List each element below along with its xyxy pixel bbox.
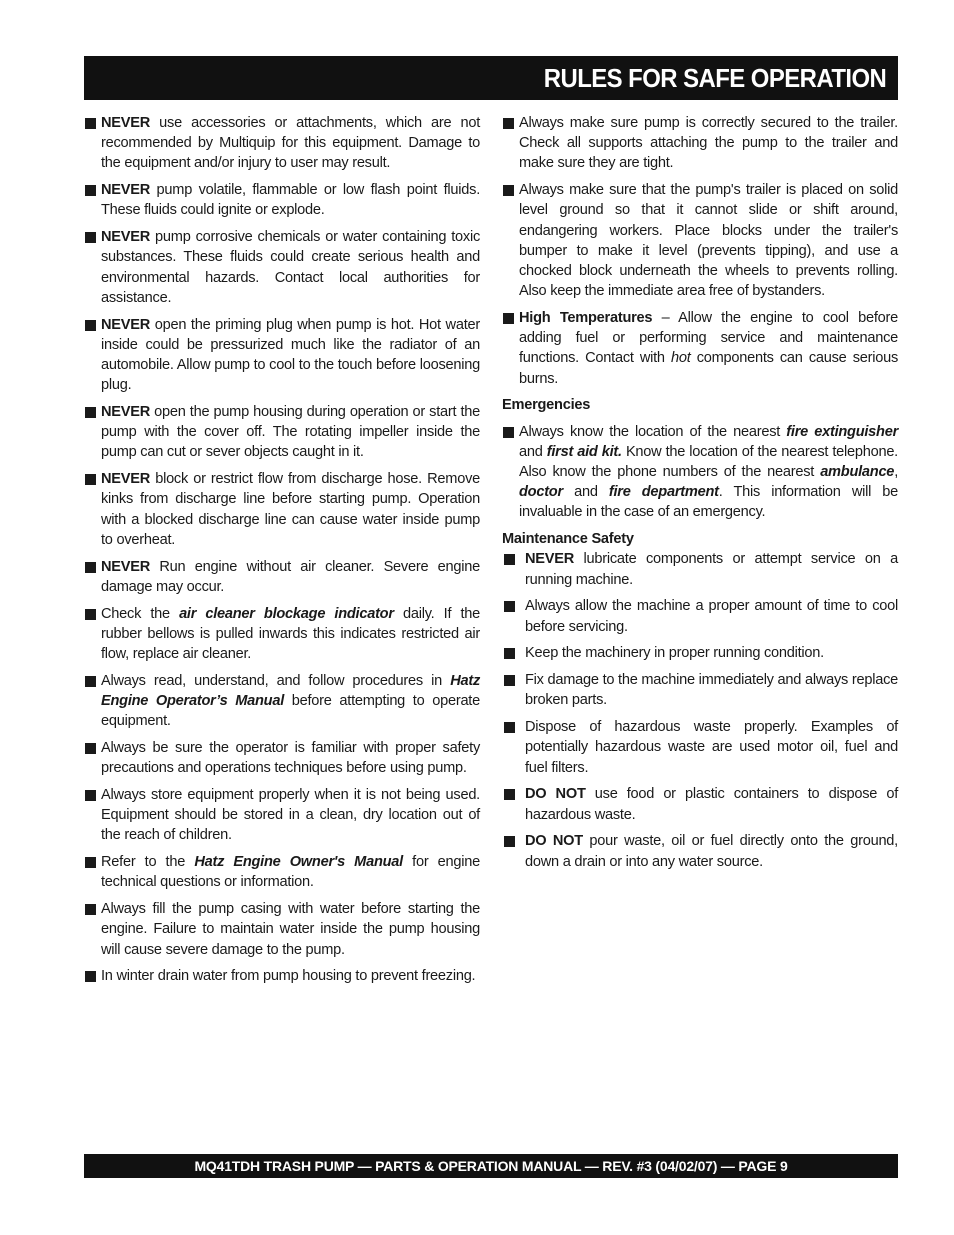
right-column xyxy=(502,113,898,878)
square-bullet-icon xyxy=(85,407,96,418)
square-bullet-icon xyxy=(503,427,514,438)
rule-text: Run engine without air cleaner. Severe engine damage may occur. xyxy=(101,558,480,595)
rule-text: Always read, understand, and follow procedures in xyxy=(101,672,451,689)
square-bullet-icon xyxy=(85,118,96,129)
safety-rule-item xyxy=(502,549,898,589)
safety-rule-item xyxy=(84,469,480,550)
rule-text: Refer to the xyxy=(101,854,195,871)
emphasis-text: NEVER xyxy=(101,115,151,131)
safety-rule-item xyxy=(84,899,480,960)
safety-rule-item xyxy=(502,717,898,778)
emergencies-heading: Emergencies xyxy=(502,397,591,414)
safety-rule-item xyxy=(502,422,898,523)
left-safety-list xyxy=(84,113,480,987)
safety-rule-item xyxy=(84,557,480,597)
footer-text: MQ41TDH TRASH PUMP — PARTS & OPERATION MANUAL — REV. #3 (04/02/07) — PAGE 9 xyxy=(194,1158,788,1174)
emphasis-text: fire extinguisher xyxy=(786,423,898,440)
emphasis-text: NEVER xyxy=(101,182,151,199)
rule-text: , xyxy=(894,464,898,481)
rule-text: and xyxy=(519,443,547,460)
safety-rule-item xyxy=(502,784,898,824)
square-bullet-icon xyxy=(504,648,515,659)
rule-text: use accessories or attachments, which are not recommended by Multiquip for this equipment. Damage to the equipment and/or injury to user may result. xyxy=(101,115,480,172)
rule-text: pump corrosive chemicals or water containing toxic substances. These fluids could create serious health and environmental hazards. Contact local authorities for assistance. xyxy=(101,229,480,306)
rule-text: Check the xyxy=(101,605,180,622)
safety-rule-item xyxy=(84,113,480,174)
square-bullet-icon xyxy=(503,185,514,196)
square-bullet-icon xyxy=(85,904,96,915)
rule-text: Always make sure pump is correctly secured to the trailer. Check all supports attaching the pump to the trailer and make sure they are tight. xyxy=(519,115,898,172)
safety-rule-item xyxy=(502,308,898,389)
maintenance-list xyxy=(502,549,898,871)
rule-text: Always allow the machine a proper amount of time to cool before servicing. xyxy=(525,598,898,635)
left-column xyxy=(84,113,480,993)
square-bullet-icon xyxy=(85,857,96,868)
emphasis-text: NEVER xyxy=(525,551,575,568)
safety-rule-item xyxy=(84,785,480,846)
page-header xyxy=(84,56,898,100)
rule-text: Know the location of the nearest telephone. Also know the phone numbers of the nearest xyxy=(519,443,898,481)
emergencies-list xyxy=(502,422,898,523)
safety-rule-item xyxy=(84,852,480,892)
emphasis-text: NEVER xyxy=(101,558,151,575)
rule-text: Always make sure that the pump's trailer is placed on solid level ground so that it cannot slide or shift around, endangering workers. Place blocks under the trailer's bumper to make it level (prevents tipping), and use a chocked block underneath the wheels to prevents rolling. Also keep the immediate area free of bystanders. xyxy=(519,182,898,300)
rule-text: daily. If the rubber bellows is pulled inwards this indicates restricted air flow, replace air cleaner. xyxy=(101,605,481,663)
safety-rule-item xyxy=(502,831,898,871)
square-bullet-icon xyxy=(85,320,96,331)
rule-text: In winter drain water from pump housing to prevent freezing. xyxy=(101,968,476,985)
rule-text: Always fill the pump casing with water before starting the engine. Failure to maintain water inside the pump housing will cause severe damage to the pump. xyxy=(101,901,480,958)
safety-rule-item xyxy=(84,604,480,665)
square-bullet-icon xyxy=(85,790,96,801)
emphasis-text: first aid kit. xyxy=(546,443,622,460)
emphasis-text: DO NOT xyxy=(525,833,583,850)
rule-text: lubricate components or attempt service on a running machine. xyxy=(525,551,898,588)
square-bullet-icon xyxy=(85,185,96,196)
emphasis-text: doctor xyxy=(519,484,563,501)
square-bullet-icon xyxy=(504,675,515,686)
emphasis-text: fire department xyxy=(608,484,719,501)
emphasis-text: NEVER xyxy=(101,471,151,488)
safety-rule-item xyxy=(502,113,898,174)
rule-text: Always store equipment properly when it is not being used. Equipment should be stored in a clean, dry location out of the reach of children. xyxy=(101,787,480,844)
rule-text: Keep the machinery in proper running condition. xyxy=(525,645,824,662)
rule-text: components can cause serious burns. xyxy=(519,350,898,387)
rule-text: Dispose of hazardous waste properly. Examples of potentially hazardous waste are used motor oil, fuel and fuel filters. xyxy=(525,719,898,776)
safety-rule-item xyxy=(84,227,480,308)
rule-text: . This information will be invaluable in the case of an emergency. xyxy=(519,484,898,521)
square-bullet-icon xyxy=(85,609,96,620)
emphasis-text: Hatz Engine Owner's Manual xyxy=(194,854,403,871)
safety-rule-item xyxy=(84,315,480,396)
emphasis-text: air cleaner blockage indicator xyxy=(179,605,394,622)
page-title: RULES FOR SAFE OPERATION xyxy=(543,62,886,93)
rule-text: open the pump housing during operation or start the pump with the cover off. The rotating impeller inside the pump can cut or sever objects caught in it. xyxy=(101,404,480,461)
safety-rule-item xyxy=(84,671,480,732)
rule-text: for engine technical questions or information. xyxy=(101,854,480,891)
square-bullet-icon xyxy=(504,789,515,800)
rule-text: Fix damage to the machine immediately and always replace broken parts. xyxy=(525,672,898,709)
rule-text: use food or plastic containers to dispose of hazardous waste. xyxy=(525,786,898,823)
emphasis-text: NEVER xyxy=(101,316,151,333)
rule-text: before attempting to operate equipment. xyxy=(101,693,480,730)
safety-rule-item xyxy=(502,643,898,663)
rule-text: pump volatile, flammable or low flash point fluids. These fluids could ignite or explode. xyxy=(101,182,480,219)
square-bullet-icon xyxy=(503,118,514,129)
square-bullet-icon xyxy=(504,836,515,847)
square-bullet-icon xyxy=(85,232,96,243)
safety-rule-item xyxy=(502,670,898,710)
rule-text: block or restrict flow from discharge hose. Remove kinks from discharge line before starting pump. Operation with a blocked discharge line can cause water inside pump to overheat. xyxy=(101,471,480,548)
right-safety-list xyxy=(502,113,898,389)
emphasis-text: DO NOT xyxy=(525,786,586,803)
square-bullet-icon xyxy=(504,554,515,565)
page-footer xyxy=(84,1154,898,1178)
square-bullet-icon xyxy=(504,722,515,733)
square-bullet-icon xyxy=(85,971,96,982)
emphasis-text: High Temperatures xyxy=(519,310,653,327)
square-bullet-icon xyxy=(85,676,96,687)
safety-rule-item xyxy=(84,738,480,778)
square-bullet-icon xyxy=(504,601,515,612)
square-bullet-icon xyxy=(85,743,96,754)
rule-text: – Allow the engine to cool before adding fuel or performing service and maintenance functions. Contact with xyxy=(519,310,898,367)
maintenance-safety-heading: Maintenance Safety xyxy=(502,531,634,548)
rule-text: Always be sure the operator is familiar with proper safety precautions and operations techniques before using pump. xyxy=(101,740,480,777)
emphasis-text: Hatz Engine Operator’s Manual xyxy=(101,672,480,710)
emphasis-text: ambulance xyxy=(820,464,895,481)
safety-rule-item xyxy=(502,180,898,301)
rule-text: open the priming plug when pump is hot. Hot water inside could be pressurized much like the radiator of an automobile. Allow pump to cool to the touch before loosening plug. xyxy=(101,316,480,394)
emphasis-text: NEVER xyxy=(101,404,151,421)
safety-rule-item xyxy=(84,966,480,986)
rule-text: and xyxy=(562,484,609,501)
rule-text: pour waste, oil or fuel directly onto the ground, down a drain or into any water source. xyxy=(525,833,898,870)
emphasis-text: hot xyxy=(670,350,691,367)
rule-text: Always know the location of the nearest xyxy=(519,423,787,440)
safety-rule-item xyxy=(84,180,480,220)
square-bullet-icon xyxy=(503,313,514,324)
square-bullet-icon xyxy=(85,474,96,485)
safety-rule-item xyxy=(84,402,480,463)
emphasis-text: NEVER xyxy=(101,229,151,246)
square-bullet-icon xyxy=(85,562,96,573)
safety-rule-item xyxy=(502,596,898,636)
